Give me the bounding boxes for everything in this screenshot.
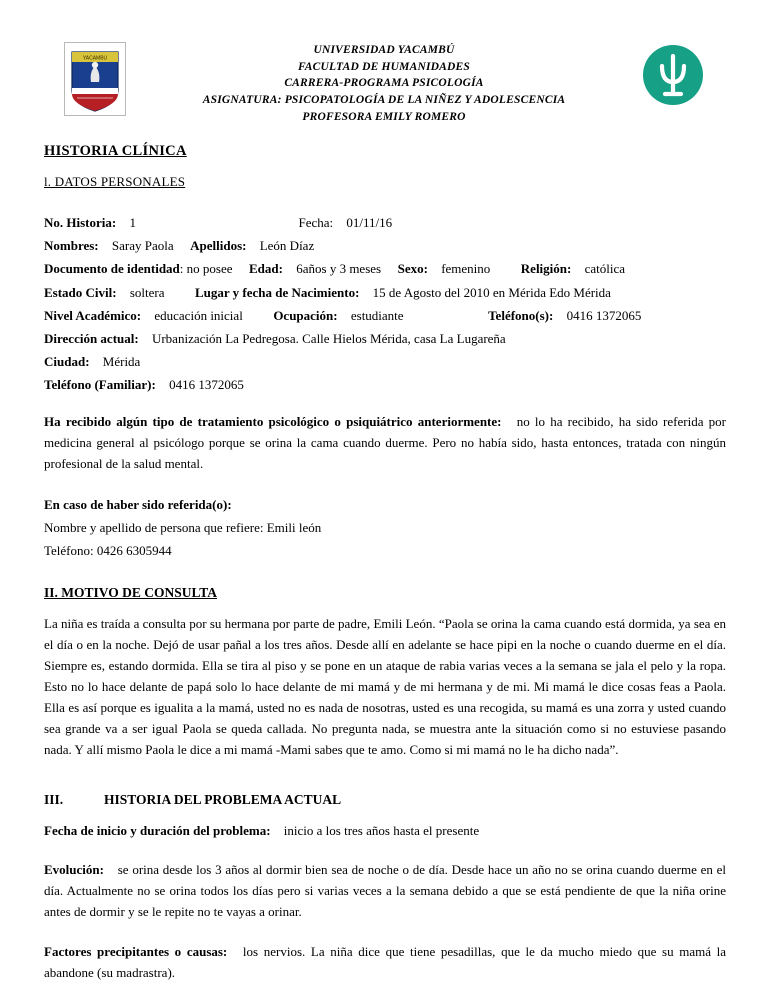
lugar-fecha-nacimiento-label: Lugar y fecha de Nacimiento: [195,284,360,300]
telefono-familiar-label: Teléfono (Familiar): [44,376,156,392]
apellidos-label: Apellidos: [190,238,247,254]
nivel-academico-value: educación inicial [154,307,243,323]
fecha-label: Fecha: [298,215,334,231]
tratamiento-previo-question: Ha recibido algún tipo de tratamiento psicológico o psiquiátrico anteriormente: [44,413,502,429]
telefonos-value: 0416 1372065 [566,307,642,323]
document-header [44,30,726,125]
header-line-4: ASIGNATURA: PSICOPATOLOGÍA DE LA NIÑEZ Y ADOLESCENCIA [202,94,566,107]
header-title-block [126,30,642,125]
factores-precipitantes-block [44,941,726,983]
direccion-label: Dirección actual: [44,330,139,346]
field-ciudad [44,351,726,372]
evolucion-value: se orina desde los 3 años al dormir bien sea de noche o de día. Desde hace un año no se orina cuando duerme en el día. Actualmente no se orina todos los días pero si varias veces a la semana debido a que se está pendiente de que la niña orine antes de dormir y se le repite no te vayas a orinar. [44,862,726,920]
fecha-value: 01/11/16 [346,215,393,231]
section-datos-personales-heading: l. DATOS PERSONALES [44,174,186,190]
referido-heading [44,494,726,515]
fecha-inicio-value: inicio a los tres años hasta el presente [283,823,480,839]
header-line-3: CARRERA-PROGRAMA PSICOLOGÍA [284,77,484,90]
fecha-inicio-block [44,820,726,841]
ocupacion-value: estudiante [350,307,404,323]
religion-label: Religión: [520,261,572,277]
psi-logo-icon [642,44,704,106]
sexo-value: femenino [441,261,491,277]
section-historia-problema-heading [44,792,726,808]
referido-telefono-line: Teléfono: 0426 6305944 [44,542,172,558]
field-estado-civil [44,282,726,303]
nivel-academico-label: Nivel Académico: [44,307,142,323]
header-line-5: PROFESORA EMILY ROMERO [302,110,466,123]
tratamiento-previo-block [44,411,726,474]
no-historia-value: 1 [129,215,136,231]
estado-civil-label: Estado Civil: [44,284,117,300]
svg-text:YACAMBU: YACAMBU [82,55,108,62]
evolucion-label: Evolución: [44,862,104,878]
fecha-inicio-label: Fecha de inicio y duración del problema: [44,823,271,839]
section-motivo-consulta-heading: II. MOTIVO DE CONSULTA [44,585,218,601]
factores-precipitantes-value: los nervios. La niña dice que tiene pesadillas, que le da mucho miedo que su mamá la abandone (su madrastra). [44,943,727,980]
direccion-value: Urbanización La Pedregosa. Calle Hielos Mérida, casa La Lugareña [151,330,506,346]
header-line-2: FACULTAD DE HUMANIDADES [297,60,471,73]
apellidos-value: León Díaz [259,238,315,254]
historia-problema-title: HISTORIA DEL PROBLEMA ACTUAL [104,792,342,808]
historia-problema-numeral: III. [44,792,64,808]
edad-value: 6años y 3 meses [296,261,382,277]
no-historia-label: No. Historia: [44,215,117,231]
telefono-familiar-value: 0416 1372065 [169,376,244,392]
religion-value: católica [584,261,626,277]
nombres-value: Saray Paola [111,238,174,254]
factores-precipitantes-label: Factores precipitantes o causas: [44,943,228,959]
sexo-label: Sexo: [397,261,428,277]
field-direccion [44,328,726,349]
ciudad-label: Ciudad: [44,353,90,369]
motivo-consulta-body: La niña es traída a consulta por su hermana por parte de padre, Emili León. “Paola se orina la cama cuando está dormida, ya sea en el día o en la noche. Dejó de usar pañal a los tres años. Desde allí en adelante se hace pipi en la noche o cuando duerme en el día. Siempre es, estando dormida. Ella se tira al piso y se pone en un ataque de rabia varias veces a la semana se jala el pelo y la ropa. Esto no lo hace delante de papá solo lo hace delante de mi mamá y de mi hermana y de mi. Mi mamá le dice cosas feas a Paola. Ella es así porque es igualita a la mamá, usted no es nada de nosotras, usted es una recogida, su mamá es una zorra y usted cuando sea grande va a ser igual Paola se queda callada. No pregunta nada, se muestra ante la situación como si no estuviese pasando nada. Y allí mismo Paola le dice a mi mamá -Mami sabes que te amo. Como si mi mamá no le ha dicho nada”. [44,616,726,758]
documento-value: : no posee [179,261,233,277]
nombres-label: Nombres: [44,238,99,254]
telefonos-label: Teléfono(s): [488,307,554,323]
referido-nombre-line: Nombre y apellido de persona que refiere: Emili león [44,519,322,535]
field-no-historia [44,212,726,233]
field-telefono-familiar [44,374,726,395]
page-title: HISTORIA CLÍNICA [44,143,187,160]
ciudad-value: Mérida [102,353,141,369]
field-nivel-academico [44,305,726,326]
field-nombres [44,235,726,256]
edad-label: Edad: [249,261,283,277]
university-crest-icon [64,42,126,116]
lugar-fecha-nacimiento-value: 15 de Agosto del 2010 en Mérida Edo Mérida [372,284,611,300]
tratamiento-previo-answer: no lo ha recibido, ha sido referida por medicina general al psicólogo porque se orina la cama cuando duerme. Pero no había sido, hasta entonces, tratada con ningún profesional de la salud mental. [44,413,727,471]
field-documento [44,258,726,279]
documento-label: Documento de identidad [44,261,180,277]
referido-heading-text: En caso de haber sido referida(o): [44,496,232,512]
header-line-1: UNIVERSIDAD YACAMBÚ [313,44,455,56]
evolucion-block [44,859,726,922]
estado-civil-value: soltera [129,284,165,300]
ocupacion-label: Ocupación: [273,307,338,323]
